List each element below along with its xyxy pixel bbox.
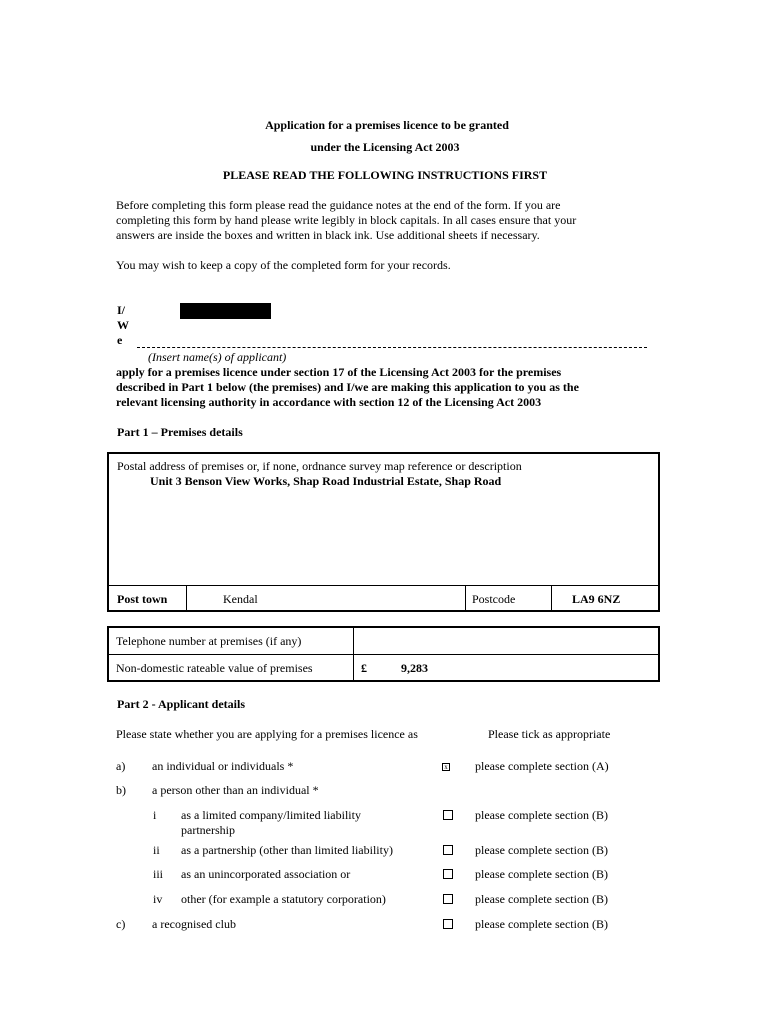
option-label-club: a recognised club: [152, 917, 236, 931]
option-letter: iii: [153, 867, 164, 881]
option-action: please complete section (B): [475, 867, 608, 881]
iwe-label-3: e: [117, 333, 123, 347]
statement-line-3: relevant licensing authority in accordance with section 12 of the Licensing Act 2003: [116, 395, 542, 409]
option-label-limited-company: as a limited company/limited liability: [181, 808, 361, 822]
postcode-divider-2: [551, 585, 552, 611]
option-letter: a): [116, 759, 126, 773]
part1-heading: Part 1 – Premises details: [117, 425, 243, 439]
statement-line-1: apply for a premises licence under section 17 of the Licensing Act 2003 for the premises: [116, 365, 562, 379]
title-line-2: under the Licensing Act 2003: [310, 140, 460, 154]
statement-line-2: described in Part 1 below (the premises) and I/we are making this application to you as the: [116, 380, 579, 394]
copy-note: You may wish to keep a copy of the completed form for your records.: [116, 258, 451, 272]
check-mark: x: [444, 763, 448, 771]
option-letter: ii: [153, 843, 160, 857]
rateable-value[interactable]: 9,283: [401, 661, 428, 675]
option-label-unincorporated: as an unincorporated association or: [181, 867, 351, 881]
postcode-value[interactable]: LA9 6NZ: [572, 592, 621, 606]
applicant-name-line: [137, 347, 647, 348]
checkbox-partnership[interactable]: [443, 845, 453, 855]
insert-name-hint: (Insert name(s) of applicant): [148, 350, 287, 364]
currency-symbol: £: [361, 661, 367, 675]
intro-line-1: Before completing this form please read the guidance notes at the end of the form. If you are: [116, 198, 561, 212]
post-town-divider: [186, 585, 187, 611]
address-value[interactable]: Unit 3 Benson View Works, Shap Road Industrial Estate, Shap Road: [150, 474, 502, 488]
part2-heading: Part 2 - Applicant details: [117, 697, 245, 711]
checkbox-club[interactable]: [443, 919, 453, 929]
title-line-1: Application for a premises licence to be granted: [265, 118, 509, 132]
postcode-divider-1: [465, 585, 466, 611]
address-label: Postal address of premises or, if none, ordnance survey map reference or description: [117, 459, 522, 473]
instructions-heading: PLEASE READ THE FOLLOWING INSTRUCTIONS FIRST: [222, 168, 548, 182]
tick-note: Please tick as appropriate: [488, 727, 611, 741]
option-label-partnership: as a partnership (other than limited liability): [181, 843, 393, 857]
contact-col-divider: [353, 627, 354, 681]
intro-line-2: completing this form by hand please write legibly in block capitals. In all cases ensure that your: [116, 213, 577, 227]
option-label-other-person: a person other than an individual *: [152, 783, 319, 797]
post-town-label: Post town: [117, 592, 168, 606]
redacted-applicant-name: [180, 303, 271, 319]
option-letter: i: [153, 808, 157, 822]
option-action: please complete section (B): [475, 843, 608, 857]
postcode-label: Postcode: [472, 592, 516, 606]
option-label-individual: an individual or individuals *: [152, 759, 294, 773]
address-divider: [108, 585, 659, 586]
checkbox-statutory[interactable]: [443, 894, 453, 904]
option-action: please complete section (B): [475, 917, 608, 931]
option-letter: iv: [153, 892, 163, 906]
checkbox-limited-company[interactable]: [443, 810, 453, 820]
intro-line-3: answers are inside the boxes and written in black ink. Use additional sheets if necessary.: [116, 228, 540, 242]
option-letter: b): [116, 783, 126, 797]
option-action: please complete section (B): [475, 892, 608, 906]
post-town-value[interactable]: Kendal: [223, 592, 258, 606]
option-action: please complete section (A): [475, 759, 609, 773]
option-action: please complete section (B): [475, 808, 608, 822]
applicant-type-question: Please state whether you are applying for a premises licence as: [116, 727, 418, 741]
option-label-limited-company-2: partnership: [181, 823, 235, 837]
telephone-label: Telephone number at premises (if any): [116, 634, 302, 648]
iwe-label-1: I/: [117, 303, 126, 317]
checkbox-individual[interactable]: [442, 763, 450, 771]
contact-row-divider: [108, 654, 659, 655]
rateable-label: Non-domestic rateable value of premises: [116, 661, 313, 675]
checkbox-unincorporated[interactable]: [443, 869, 453, 879]
option-label-statutory: other (for example a statutory corporation): [181, 892, 386, 906]
option-letter: c): [116, 917, 126, 931]
iwe-label-2: W: [117, 318, 129, 332]
